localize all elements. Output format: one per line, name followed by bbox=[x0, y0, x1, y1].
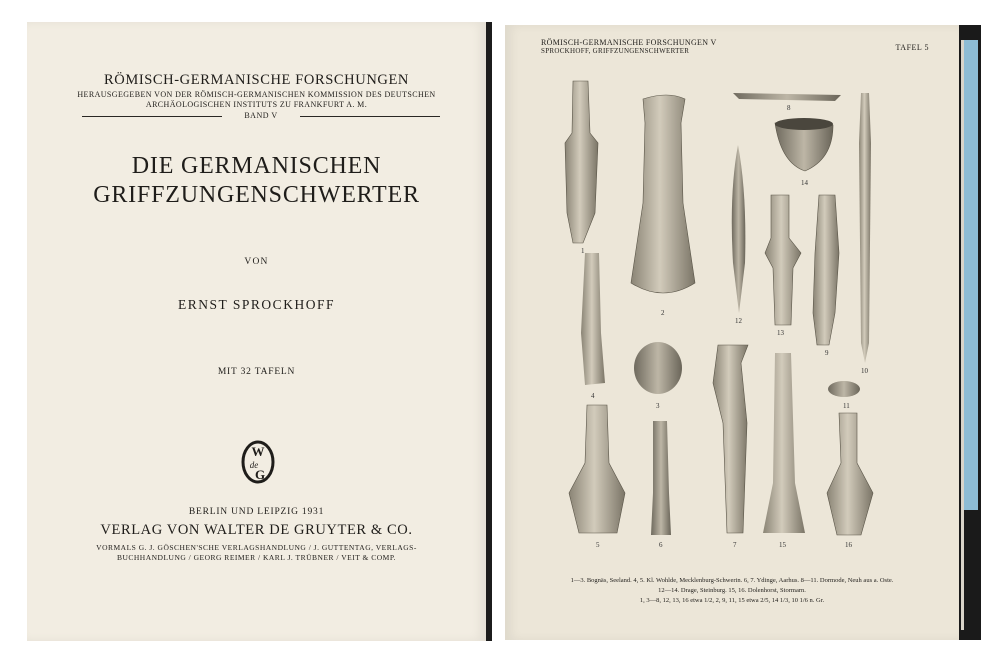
plate-number: TAFEL 5 bbox=[895, 43, 929, 52]
figure-label-5: 5 bbox=[596, 541, 600, 549]
svg-text:W: W bbox=[251, 444, 265, 459]
series-editor-line-2: ARCHÄOLOGISCHEN INSTITUTS ZU FRANKFURT A. M. bbox=[145, 100, 368, 109]
artifact-16 bbox=[827, 413, 873, 535]
artifact-4 bbox=[581, 253, 605, 385]
rule-right bbox=[300, 116, 440, 117]
figure-label-16: 16 bbox=[845, 541, 852, 549]
series-title: RÖMISCH-GERMANISCHE FORSCHUNGEN bbox=[103, 72, 409, 88]
svg-text:G: G bbox=[254, 467, 266, 482]
bookmark-strip bbox=[964, 40, 978, 510]
figure-label-3: 3 bbox=[656, 402, 660, 410]
publisher-former-line-1: VORMALS G. J. GÖSCHEN'SCHE VERLAGSHANDLUNG / J. GUTTENTAG, VERLAGS- bbox=[96, 543, 417, 552]
figure-label-1: 1 bbox=[581, 247, 585, 255]
plate-caption-line-1: 1—3. Bognäs, Seeland. 4, 5. Kl. Wohlde, Mecklenburg-Schwerin. 6, 7. Ydinge, Aarhus. 8—11. Dormode, Neuh aus a. Oste. bbox=[570, 577, 894, 584]
plate-caption-line-3: 1, 3—8, 12, 13, 16 etwa 1/2, 2, 9, 11, 15 etwa 2/5, 14 1/3, 10 1/6 n. Gr. bbox=[639, 597, 825, 604]
artifact-2 bbox=[631, 95, 695, 293]
artifact-7 bbox=[713, 345, 748, 533]
place-and-year: BERLIN UND LEIPZIG 1931 bbox=[188, 507, 325, 517]
figure-label-12: 12 bbox=[735, 317, 742, 325]
series-editor-line-1: HERAUSGEGEBEN VON DER RÖMISCH-GERMANISCHEN KOMMISSION DES DEUTSCHEN bbox=[77, 90, 436, 99]
figure-label-7: 7 bbox=[733, 541, 737, 549]
artifact-9 bbox=[813, 195, 839, 345]
artifact-12 bbox=[732, 145, 746, 313]
figure-label-4: 4 bbox=[591, 392, 595, 400]
publisher-former-line-2: BUCHHANDLUNG / GEORG REIMER / KARL J. TRÜBNER / VEIT & COMP. bbox=[116, 553, 397, 562]
artifact-plate-photo bbox=[543, 63, 925, 583]
by-label: VON bbox=[244, 257, 269, 267]
figure-label-8: 8 bbox=[787, 104, 791, 112]
book-title-line-2: GRIFFZUNGENSCHWERTER bbox=[93, 182, 420, 208]
artifact-6 bbox=[651, 421, 671, 535]
artifact-10 bbox=[859, 93, 871, 363]
figure-label-10: 10 bbox=[861, 367, 868, 375]
book-title-line-1: DIE GERMANISCHEN bbox=[131, 153, 382, 179]
running-header-series: RÖMISCH-GERMANISCHE FORSCHUNGEN V bbox=[541, 38, 717, 47]
artifact-5 bbox=[569, 405, 625, 533]
publisher-name: VERLAG VON WALTER DE GRUYTER & CO. bbox=[100, 522, 413, 538]
artifact-1 bbox=[565, 81, 598, 243]
book-gutter bbox=[486, 22, 492, 641]
artifact-3 bbox=[634, 342, 682, 394]
author-name: ERNST SPROCKHOFF bbox=[178, 297, 335, 312]
figure-label-11: 11 bbox=[843, 402, 850, 410]
artifact-13 bbox=[765, 195, 801, 325]
title-page bbox=[27, 22, 486, 641]
band-row bbox=[82, 111, 440, 123]
plates-note: MIT 32 TAFELN bbox=[217, 367, 296, 377]
figure-label-2: 2 bbox=[661, 309, 665, 317]
artifact-8 bbox=[733, 93, 841, 101]
publisher-monogram-icon bbox=[232, 432, 284, 492]
figure-label-14: 14 bbox=[801, 179, 808, 187]
figure-label-9: 9 bbox=[825, 349, 829, 357]
figure-label-6: 6 bbox=[659, 541, 663, 549]
plate-page bbox=[505, 25, 959, 640]
figure-label-15: 15 bbox=[779, 541, 786, 549]
running-header-author: SPROCKHOFF, GRIFFZUNGENSCHWERTER bbox=[541, 47, 690, 55]
svg-text:de: de bbox=[249, 460, 259, 470]
figure-label-13: 13 bbox=[777, 329, 784, 337]
plate-caption-line-2: 12—14. Drage, Steinburg. 15, 16. Dolenhorst, Stormarn. bbox=[658, 587, 806, 594]
artifact-11 bbox=[828, 381, 860, 397]
band-label: BAND V bbox=[244, 111, 278, 120]
artifact-15 bbox=[763, 353, 805, 533]
